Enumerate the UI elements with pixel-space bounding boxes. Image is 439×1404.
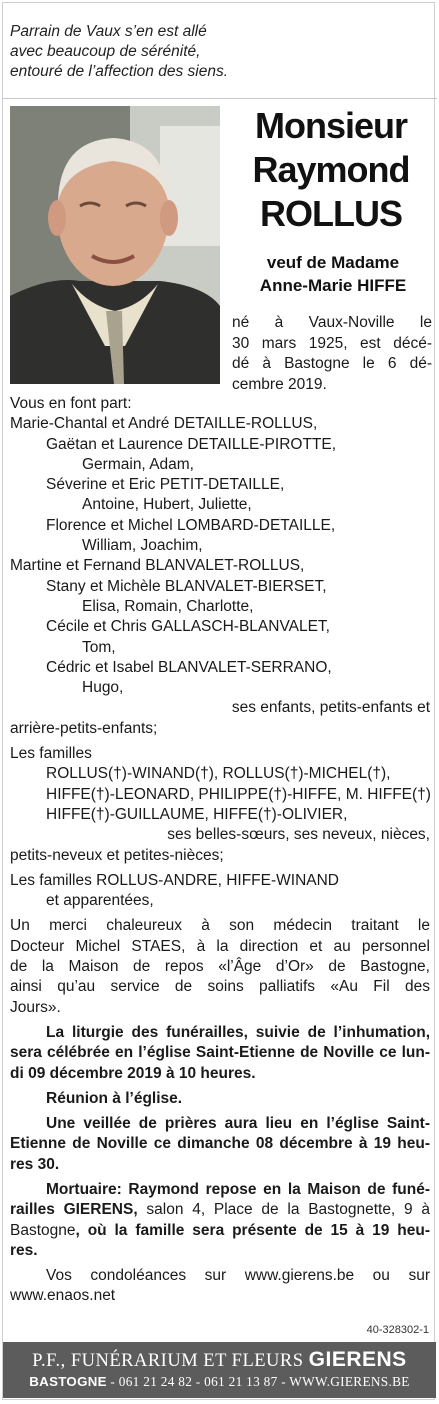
portrait-photo [10, 106, 220, 384]
families-line: HIFFE(†)-LEONARD, PHILIPPE(†)-HIFFE, M. HIFFE(†) [46, 785, 431, 803]
vigil-line: Une veillée de prières aura lieu en l’église Saint- [46, 1115, 430, 1133]
family-line: Germain, Adam, [82, 455, 194, 473]
birth-death-line: dé à Bastogne le 6 dé- [232, 355, 432, 372]
condolences-line: Vos condoléances sur www.gierens.be ou sur [46, 1267, 430, 1285]
mortuary-line [10, 1200, 430, 1220]
deceased-name [232, 104, 430, 236]
other-families: Les familles ROLLUS-ANDRE, HIFFE-WINAND [10, 871, 339, 889]
family-line: Stany et Michèle BLANVALET-BIERSET, [46, 577, 327, 595]
epigraph-line: Parrain de Vaux s’en est allé [10, 23, 207, 40]
banner-line-2 [3, 1374, 436, 1390]
obituary-body [10, 394, 430, 1307]
epigraph [10, 22, 430, 82]
family-line: Antoine, Hubert, Juliette, [82, 496, 252, 514]
funeral-line: La liturgie des funérailles, suivie de l’inhumation, [46, 1023, 430, 1041]
deceased-title: Monsieur [254, 105, 407, 146]
families-line: ROLLUS(†)-WINAND(†), ROLLUS(†)-MICHEL(†), [46, 765, 391, 783]
family-line: Cécile et Chris GALLASCH-BLANVALET, [46, 618, 330, 636]
epigraph-line: avec beaucoup de sérénité, [10, 43, 201, 60]
reference-number: 40-328302-1 [366, 1324, 429, 1336]
mortuary-line [10, 1221, 430, 1241]
funeral-line: sera célébrée en l’église Saint-Etienne de Noville ce lun- [10, 1044, 430, 1062]
birth-death-info [232, 313, 432, 395]
spouse-info [236, 251, 430, 297]
banner-brand: GIERENS [308, 1348, 407, 1371]
banner-line-1 [3, 1348, 436, 1372]
family-line: Martine et Fernand BLANVALET-ROLLUS, [10, 557, 305, 575]
thanks-line: Docteur Michel STAES, à la direction et au personnel [10, 937, 430, 955]
family-line: Marie-Chantal et André DETAILLE-ROLLUS, [10, 415, 318, 433]
banner-city: BASTOGNE [29, 1374, 107, 1389]
birth-death-line: né à Vaux-Noville le [232, 314, 432, 331]
thanks-line: de la Maison de repos «l’Âge d’Or» de Bastogne, [10, 958, 430, 976]
mortuary-text: salon 4, Place de la Bastognette, 9 à [137, 1201, 430, 1219]
children-summary: ses enfants, petits-enfants et [231, 699, 430, 717]
mortuary-line: res. [10, 1241, 38, 1259]
vigil-line: Etienne de Noville ce dimanche 08 décembre à 19 heu- [10, 1135, 430, 1153]
siblings-summary: petits-neveux et petites-nièces; [10, 846, 224, 864]
thanks-line: Jours». [10, 998, 61, 1016]
separator-line [2, 98, 437, 99]
vigil-line: res 30. [10, 1155, 60, 1173]
family-line: Séverine et Eric PETIT-DETAILLE, [46, 476, 285, 494]
family-line: Elisa, Romain, Charlotte, [82, 597, 254, 615]
thanks-line: Un merci chaleureux à son médecin traitant le [10, 917, 430, 935]
meeting-line: Réunion à l’église. [46, 1089, 183, 1107]
funeral-line: di 09 décembre 2019 à 10 heures. [10, 1064, 256, 1082]
condolences-line: www.enaos.net [10, 1287, 116, 1305]
epigraph-line: entouré de l’affection des siens. [10, 63, 228, 80]
banner-contact: - 061 21 24 82 - 061 21 13 87 - WWW.GIERENS.BE [106, 1374, 410, 1389]
other-families: et apparentées, [46, 892, 154, 910]
mortuary-line: Mortuaire: Raymond repose en la Maison de funé- [46, 1180, 430, 1198]
family-line: Hugo, [82, 679, 124, 697]
portrait-illustration [10, 106, 220, 384]
birth-death-line: 30 mars 1925, est décé- [232, 334, 432, 352]
family-line: Cédric et Isabel BLANVALET-SERRANO, [46, 658, 332, 676]
spouse-line: veuf de Madame [266, 253, 400, 272]
children-summary: arrière-petits-enfants; [10, 719, 158, 737]
banner-prefix: P.F., FUNÉRARIUM ET FLEURS [32, 1351, 309, 1371]
announcement-intro: Vous en font part: [10, 395, 132, 412]
family-line: Tom, [82, 638, 116, 656]
spouse-line: Anne-Marie HIFFE [259, 276, 407, 295]
mortuary-bold: , où la famille sera présente de 15 à 19 heu- [75, 1221, 430, 1239]
family-line: William, Joachim, [82, 537, 203, 555]
siblings-summary: ses belles-sœurs, ses neveux, nièces, [167, 826, 430, 844]
family-line: Gaëtan et Laurence DETAILLE-PIROTTE, [46, 435, 337, 453]
deceased-last-name: ROLLUS [260, 193, 402, 234]
family-line: Florence et Michel LOMBARD-DETAILLE, [46, 516, 336, 534]
birth-death-line: cembre 2019. [232, 375, 327, 393]
families-intro: Les familles [10, 745, 92, 763]
mortuary-text: Bastogne [10, 1221, 76, 1239]
thanks-line: ainsi qu’au service de soins palliatifs «Au Fil des [10, 978, 430, 996]
funeral-home-banner [3, 1342, 436, 1398]
families-line: HIFFE(†)-GUILLAUME, HIFFE(†)-OLIVIER, [46, 805, 348, 823]
deceased-first-name: Raymond [252, 149, 410, 190]
mortuary-bold: railles GIERENS, [10, 1201, 138, 1219]
